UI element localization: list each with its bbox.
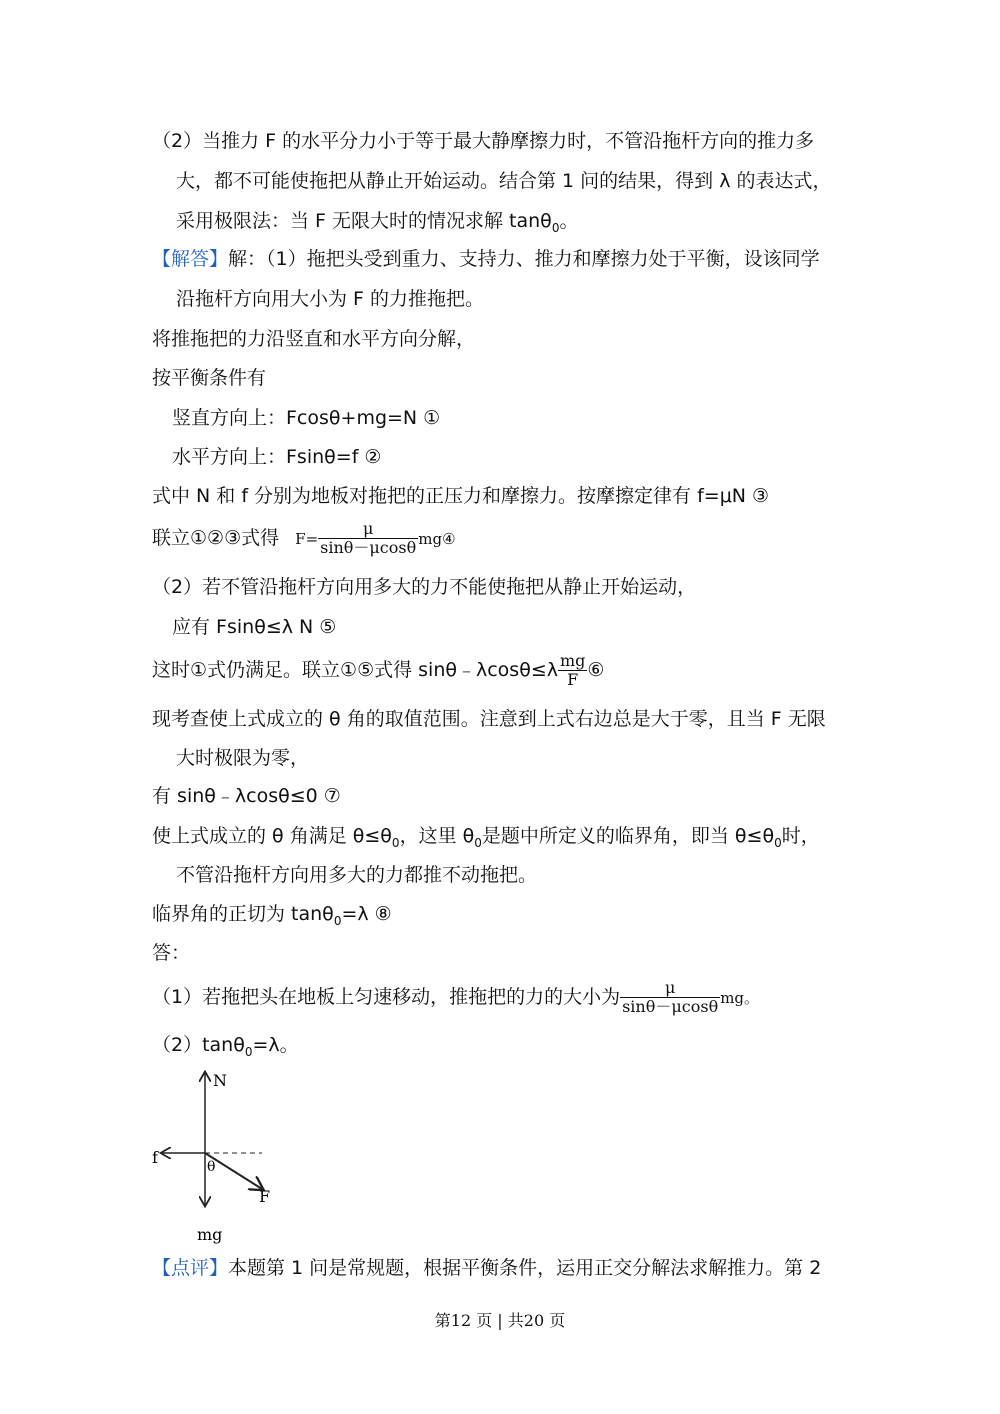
analysis-line-2: 大，都不可能使拖把从静止开始运动。结合第 1 问的结果，得到 λ 的表达式，: [176, 170, 832, 192]
page-footer: 第12 页 | 共20 页: [434, 1311, 566, 1330]
critical-angle-line-2: 不管沿拖杆方向用多大的力都推不动拖把。: [176, 864, 538, 886]
label-theta: θ: [207, 1159, 216, 1175]
analysis-line-1: （2）当推力 F 的水平分力小于等于最大静摩擦力时，不管沿拖杆方向的推力多: [152, 130, 815, 152]
solution-tag: 【解答】: [152, 248, 229, 270]
solution-part2-line-5: 大时极限为零，: [176, 747, 310, 769]
label-N: N: [213, 1071, 227, 1090]
equation-2: 水平方向上：Fsinθ=f ②: [172, 446, 382, 468]
equation-8: 临界角的正切为 tanθ$_0$=λ ⑧: [152, 903, 392, 928]
equation-4-line: 联立①②③式得 F= $\frac{\mu}{\sin\theta-\mu\cos\theta}$ mg④: [152, 519, 456, 557]
critical-angle-line: 使上式成立的 θ 角满足 $\theta\le\theta_0$，这里 $\theta_0$是题中所定义的临界角，即当 $\theta\le\theta_0$时，: [152, 825, 820, 850]
solution-line-4: 按平衡条件有: [152, 367, 267, 389]
label-f: f: [152, 1148, 158, 1167]
equation-6-line: 这时①式仍满足。联立①⑤式得 sinθ﹣λcosθ≤λ $\frac{mg}{F}$ ⑥: [152, 651, 605, 689]
force-diagram: [140, 1065, 290, 1245]
solution-line-2: 沿拖杆方向用大小为 F 的力推拖把。: [176, 288, 485, 310]
equation-5: 应有 Fsinθ≤λ N ⑤: [172, 616, 337, 638]
comment-line: 【点评】本题第 1 问是常规题，根据平衡条件，运用正交分解法求解推力。第 2: [152, 1257, 822, 1279]
fraction-mg-over-F: $\frac{mg}{F}$: [560, 651, 586, 689]
label-mg: mg: [197, 1225, 223, 1244]
solution-header-line: 【解答】解：（1）拖把头受到重力、支持力、推力和摩擦力处于平衡，设该同学: [152, 248, 820, 270]
solution-part2-line-4: 现考查使上式成立的 θ 角的取值范围。注意到上式右边总是大于零，且当 F 无限: [152, 708, 826, 730]
solution-line-3: 将推拖把的力沿竖直和水平方向分解，: [152, 328, 476, 350]
label-F: F: [259, 1187, 271, 1206]
answer-fraction: $\frac{\mu}{\sin\theta-\mu\cos\theta}$: [622, 978, 719, 1016]
solution-part2-line-1: （2）若不管沿拖杆方向用多大的力不能使拖把从静止开始运动，: [152, 576, 697, 598]
equation-1: 竖直方向上：Fcosθ+mg=N ①: [172, 407, 441, 429]
answer-2-line: （2）tanθ$_0$=λ。: [152, 1034, 299, 1059]
answer-1-line: （1）若拖把头在地板上匀速移动，推拖把的力的大小为 $\frac{\mu}{\sin\theta-\mu\cos\theta}$ mg。: [152, 978, 760, 1016]
comment-tag: 【点评】: [152, 1257, 229, 1279]
fraction-mu: $\frac{\mu}{\sin\theta-\mu\cos\theta}$: [320, 519, 417, 557]
answer-label: 答：: [152, 942, 191, 964]
equation-7: 有 sinθ﹣λcosθ≤0 ⑦: [152, 785, 341, 807]
analysis-line-3: 采用极限法：当 F 无限大时的情况求解 tanθ$_0$。: [176, 210, 579, 235]
equation-3-line: 式中 N 和 f 分别为地板对拖把的正压力和摩擦力。按摩擦定律有 f=μN ③: [152, 485, 770, 507]
